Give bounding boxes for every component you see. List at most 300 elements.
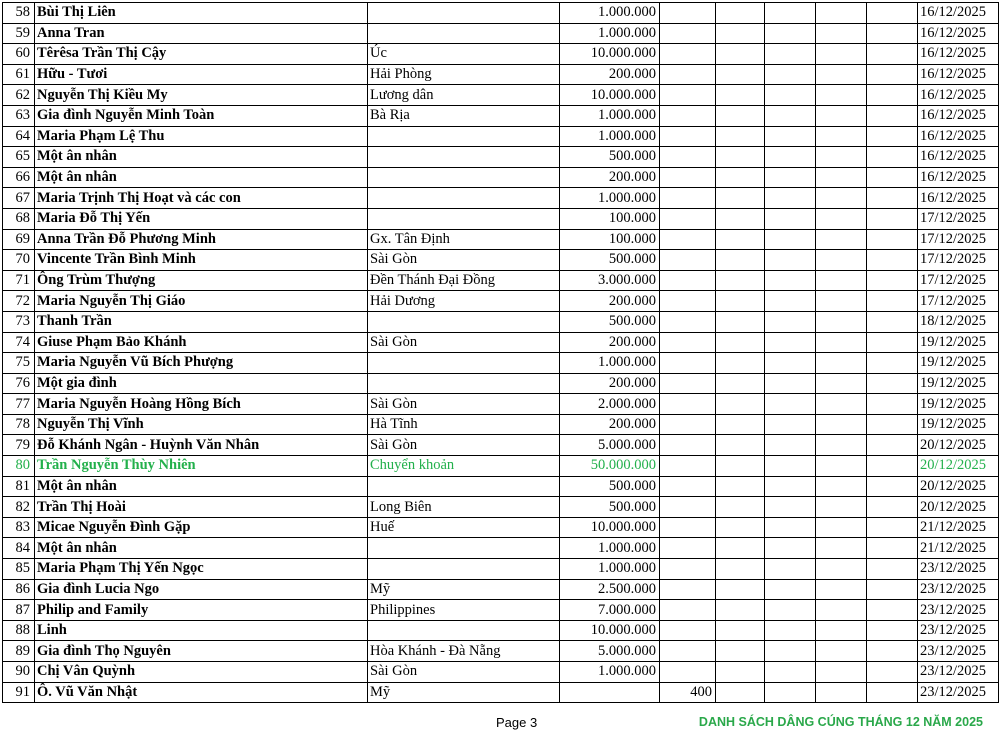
table-row — [3, 105, 999, 126]
empty-cell — [765, 559, 816, 580]
empty-cell — [716, 641, 765, 662]
empty-cell — [816, 147, 867, 168]
row-number: 73 — [3, 311, 35, 332]
empty-cell — [867, 126, 918, 147]
extra-amount: 400 — [660, 682, 716, 703]
donation-date: 19/12/2025 — [918, 414, 999, 435]
row-number: 81 — [3, 476, 35, 497]
empty-cell — [867, 167, 918, 188]
donor-name: Hữu - Tươi — [35, 64, 368, 85]
extra-amount — [660, 332, 716, 353]
donor-name: Anna Tran — [35, 23, 368, 44]
donor-place: Huế — [368, 517, 560, 538]
empty-cell — [716, 579, 765, 600]
empty-cell — [816, 517, 867, 538]
donation-date: 19/12/2025 — [918, 394, 999, 415]
empty-cell — [716, 373, 765, 394]
donor-name: Vincente Trần Bình Minh — [35, 250, 368, 271]
donation-amount: 100.000 — [560, 229, 660, 250]
empty-cell — [816, 291, 867, 312]
donor-name: Trần Nguyễn Thùy Nhiên — [35, 456, 368, 477]
donation-date: 20/12/2025 — [918, 456, 999, 477]
table-row — [3, 229, 999, 250]
donation-amount: 200.000 — [560, 64, 660, 85]
empty-cell — [716, 517, 765, 538]
table-row — [3, 147, 999, 168]
extra-amount — [660, 414, 716, 435]
empty-cell — [867, 229, 918, 250]
donor-name: Têrêsa Trần Thị Cậy — [35, 44, 368, 65]
row-number: 59 — [3, 23, 35, 44]
row-number: 91 — [3, 682, 35, 703]
empty-cell — [765, 476, 816, 497]
empty-cell — [716, 208, 765, 229]
donor-name: Ô. Vũ Văn Nhật — [35, 682, 368, 703]
donor-name: Philip and Family — [35, 600, 368, 621]
extra-amount — [660, 579, 716, 600]
empty-cell — [765, 373, 816, 394]
empty-cell — [716, 414, 765, 435]
empty-cell — [816, 414, 867, 435]
empty-cell — [765, 497, 816, 518]
row-number: 87 — [3, 600, 35, 621]
empty-cell — [816, 476, 867, 497]
empty-cell — [867, 332, 918, 353]
donor-name: Giuse Phạm Bảo Khánh — [35, 332, 368, 353]
empty-cell — [816, 44, 867, 65]
table-row — [3, 353, 999, 374]
empty-cell — [867, 538, 918, 559]
empty-cell — [765, 641, 816, 662]
empty-cell — [716, 538, 765, 559]
donation-sheet — [2, 2, 999, 703]
extra-amount — [660, 394, 716, 415]
page-number: Page 3 — [496, 715, 538, 730]
empty-cell — [765, 23, 816, 44]
donor-place — [368, 311, 560, 332]
donation-amount: 3.000.000 — [560, 270, 660, 291]
empty-cell — [765, 167, 816, 188]
donation-amount: 1.000.000 — [560, 538, 660, 559]
row-number: 69 — [3, 229, 35, 250]
empty-cell — [765, 620, 816, 641]
empty-cell — [867, 662, 918, 683]
donation-table — [2, 2, 999, 703]
table-row — [3, 641, 999, 662]
empty-cell — [867, 208, 918, 229]
extra-amount — [660, 208, 716, 229]
row-number: 86 — [3, 579, 35, 600]
row-number: 67 — [3, 188, 35, 209]
empty-cell — [765, 456, 816, 477]
donor-place: Hòa Khánh - Đà Nẵng — [368, 641, 560, 662]
empty-cell — [867, 682, 918, 703]
empty-cell — [765, 188, 816, 209]
empty-cell — [765, 332, 816, 353]
empty-cell — [716, 85, 765, 106]
empty-cell — [716, 167, 765, 188]
row-number: 66 — [3, 167, 35, 188]
table-row — [3, 456, 999, 477]
donation-date: 17/12/2025 — [918, 229, 999, 250]
empty-cell — [816, 126, 867, 147]
donor-name: Nguyễn Thị Vĩnh — [35, 414, 368, 435]
donation-amount: 500.000 — [560, 147, 660, 168]
extra-amount — [660, 353, 716, 374]
empty-cell — [867, 291, 918, 312]
extra-amount — [660, 85, 716, 106]
donor-place: Hải Dương — [368, 291, 560, 312]
extra-amount — [660, 3, 716, 24]
donation-amount: 100.000 — [560, 208, 660, 229]
donor-name: Gia đình Lucia Ngo — [35, 579, 368, 600]
empty-cell — [765, 311, 816, 332]
donation-amount: 10.000.000 — [560, 44, 660, 65]
extra-amount — [660, 435, 716, 456]
empty-cell — [765, 435, 816, 456]
row-number: 72 — [3, 291, 35, 312]
empty-cell — [867, 641, 918, 662]
donor-place — [368, 476, 560, 497]
table-row — [3, 600, 999, 621]
donor-place — [368, 3, 560, 24]
empty-cell — [816, 435, 867, 456]
extra-amount — [660, 373, 716, 394]
empty-cell — [816, 270, 867, 291]
empty-cell — [816, 85, 867, 106]
donation-date: 23/12/2025 — [918, 620, 999, 641]
donor-place — [368, 147, 560, 168]
donor-name: Thanh Trần — [35, 311, 368, 332]
donation-date: 16/12/2025 — [918, 105, 999, 126]
empty-cell — [816, 229, 867, 250]
donation-date: 23/12/2025 — [918, 641, 999, 662]
empty-cell — [765, 353, 816, 374]
donation-amount — [560, 682, 660, 703]
extra-amount — [660, 662, 716, 683]
donation-date: 17/12/2025 — [918, 291, 999, 312]
donor-name: Đỗ Khánh Ngân - Huỳnh Văn Nhân — [35, 435, 368, 456]
donor-name: Maria Trịnh Thị Hoạt và các con — [35, 188, 368, 209]
donor-place: Sài Gòn — [368, 250, 560, 271]
table-row — [3, 332, 999, 353]
extra-amount — [660, 517, 716, 538]
table-row — [3, 3, 999, 24]
empty-cell — [716, 3, 765, 24]
empty-cell — [867, 600, 918, 621]
extra-amount — [660, 311, 716, 332]
donor-name: Một ân nhân — [35, 147, 368, 168]
donor-place — [368, 208, 560, 229]
row-number: 90 — [3, 662, 35, 683]
donor-place: Mỹ — [368, 682, 560, 703]
empty-cell — [765, 270, 816, 291]
empty-cell — [716, 600, 765, 621]
empty-cell — [716, 270, 765, 291]
extra-amount — [660, 270, 716, 291]
donation-date: 20/12/2025 — [918, 435, 999, 456]
empty-cell — [716, 394, 765, 415]
extra-amount — [660, 188, 716, 209]
empty-cell — [716, 23, 765, 44]
donation-amount: 500.000 — [560, 476, 660, 497]
donor-place: Long Biên — [368, 497, 560, 518]
donor-name: Micae Nguyễn Đình Gặp — [35, 517, 368, 538]
empty-cell — [765, 250, 816, 271]
donor-place — [368, 620, 560, 641]
empty-cell — [867, 23, 918, 44]
donor-name: Gia đình Thọ Nguyên — [35, 641, 368, 662]
table-row — [3, 559, 999, 580]
extra-amount — [660, 497, 716, 518]
empty-cell — [816, 373, 867, 394]
empty-cell — [816, 250, 867, 271]
donor-name: Một ân nhân — [35, 167, 368, 188]
empty-cell — [816, 579, 867, 600]
donation-date: 16/12/2025 — [918, 167, 999, 188]
empty-cell — [867, 353, 918, 374]
row-number: 79 — [3, 435, 35, 456]
empty-cell — [867, 311, 918, 332]
empty-cell — [765, 85, 816, 106]
empty-cell — [716, 456, 765, 477]
table-row — [3, 662, 999, 683]
empty-cell — [816, 353, 867, 374]
donor-name: Nguyễn Thị Kiều My — [35, 85, 368, 106]
donation-amount: 5.000.000 — [560, 435, 660, 456]
empty-cell — [867, 105, 918, 126]
donation-date: 16/12/2025 — [918, 23, 999, 44]
empty-cell — [716, 353, 765, 374]
empty-cell — [867, 64, 918, 85]
donor-name: Maria Nguyễn Thị Giáo — [35, 291, 368, 312]
table-row — [3, 497, 999, 518]
donor-place: Gx. Tân Định — [368, 229, 560, 250]
donor-name: Một ân nhân — [35, 476, 368, 497]
extra-amount — [660, 641, 716, 662]
donation-date: 23/12/2025 — [918, 682, 999, 703]
row-number: 65 — [3, 147, 35, 168]
donor-place — [368, 167, 560, 188]
empty-cell — [867, 270, 918, 291]
extra-amount — [660, 126, 716, 147]
empty-cell — [765, 579, 816, 600]
donation-date: 23/12/2025 — [918, 600, 999, 621]
empty-cell — [867, 559, 918, 580]
empty-cell — [867, 188, 918, 209]
empty-cell — [816, 311, 867, 332]
table-row — [3, 208, 999, 229]
donor-name: Một gia đình — [35, 373, 368, 394]
donor-name: Trần Thị Hoài — [35, 497, 368, 518]
donor-name: Gia đình Nguyễn Minh Toàn — [35, 105, 368, 126]
extra-amount — [660, 105, 716, 126]
donation-date: 19/12/2025 — [918, 353, 999, 374]
empty-cell — [867, 435, 918, 456]
empty-cell — [867, 476, 918, 497]
empty-cell — [716, 682, 765, 703]
donation-date: 16/12/2025 — [918, 44, 999, 65]
extra-amount — [660, 229, 716, 250]
donation-date: 16/12/2025 — [918, 3, 999, 24]
table-row — [3, 44, 999, 65]
empty-cell — [716, 188, 765, 209]
row-number: 61 — [3, 64, 35, 85]
empty-cell — [816, 167, 867, 188]
row-number: 70 — [3, 250, 35, 271]
table-row — [3, 64, 999, 85]
donation-amount: 10.000.000 — [560, 85, 660, 106]
donor-place — [368, 373, 560, 394]
row-number: 71 — [3, 270, 35, 291]
empty-cell — [716, 147, 765, 168]
table-row — [3, 167, 999, 188]
donor-place: Lương dân — [368, 85, 560, 106]
donor-place: Sài Gòn — [368, 332, 560, 353]
empty-cell — [816, 456, 867, 477]
donation-date: 23/12/2025 — [918, 662, 999, 683]
row-number: 58 — [3, 3, 35, 24]
donation-amount: 2.000.000 — [560, 394, 660, 415]
extra-amount — [660, 456, 716, 477]
donation-amount: 50.000.000 — [560, 456, 660, 477]
donation-amount: 500.000 — [560, 497, 660, 518]
empty-cell — [765, 44, 816, 65]
table-body — [3, 3, 999, 703]
extra-amount — [660, 167, 716, 188]
empty-cell — [716, 229, 765, 250]
table-row — [3, 394, 999, 415]
empty-cell — [816, 188, 867, 209]
extra-amount — [660, 600, 716, 621]
donation-amount: 10.000.000 — [560, 620, 660, 641]
donor-place — [368, 126, 560, 147]
donation-date: 16/12/2025 — [918, 126, 999, 147]
donor-place: Philippines — [368, 600, 560, 621]
donation-amount: 2.500.000 — [560, 579, 660, 600]
donation-amount: 1.000.000 — [560, 3, 660, 24]
row-number: 77 — [3, 394, 35, 415]
empty-cell — [716, 311, 765, 332]
donor-name: Anna Trần Đỗ Phương Minh — [35, 229, 368, 250]
donation-date: 20/12/2025 — [918, 497, 999, 518]
donor-place — [368, 23, 560, 44]
donation-date: 17/12/2025 — [918, 250, 999, 271]
row-number: 60 — [3, 44, 35, 65]
donor-name: Maria Đỗ Thị Yến — [35, 208, 368, 229]
donation-amount: 7.000.000 — [560, 600, 660, 621]
donor-place: Úc — [368, 44, 560, 65]
donation-date: 16/12/2025 — [918, 64, 999, 85]
donor-place — [368, 538, 560, 559]
extra-amount — [660, 559, 716, 580]
row-number: 84 — [3, 538, 35, 559]
row-number: 68 — [3, 208, 35, 229]
donor-place: Sài Gòn — [368, 662, 560, 683]
empty-cell — [765, 414, 816, 435]
table-row — [3, 620, 999, 641]
table-row — [3, 311, 999, 332]
donation-date: 16/12/2025 — [918, 85, 999, 106]
empty-cell — [816, 105, 867, 126]
donor-place — [368, 188, 560, 209]
empty-cell — [816, 662, 867, 683]
empty-cell — [816, 559, 867, 580]
empty-cell — [765, 682, 816, 703]
row-number: 74 — [3, 332, 35, 353]
empty-cell — [765, 64, 816, 85]
table-row — [3, 270, 999, 291]
empty-cell — [816, 23, 867, 44]
donation-date: 20/12/2025 — [918, 476, 999, 497]
empty-cell — [867, 497, 918, 518]
donor-name: Maria Phạm Lệ Thu — [35, 126, 368, 147]
empty-cell — [816, 682, 867, 703]
donation-amount: 200.000 — [560, 373, 660, 394]
empty-cell — [867, 250, 918, 271]
donor-name: Bùi Thị Liên — [35, 3, 368, 24]
table-row — [3, 85, 999, 106]
donor-name: Linh — [35, 620, 368, 641]
empty-cell — [716, 662, 765, 683]
row-number: 83 — [3, 517, 35, 538]
table-row — [3, 126, 999, 147]
donation-date: 16/12/2025 — [918, 147, 999, 168]
empty-cell — [765, 600, 816, 621]
donor-name: Ông Trùm Thượng — [35, 270, 368, 291]
donation-date: 23/12/2025 — [918, 559, 999, 580]
empty-cell — [816, 641, 867, 662]
table-row — [3, 682, 999, 703]
empty-cell — [716, 620, 765, 641]
empty-cell — [716, 497, 765, 518]
donor-place — [368, 559, 560, 580]
donation-date: 18/12/2025 — [918, 311, 999, 332]
donor-place: Hà Tĩnh — [368, 414, 560, 435]
donation-amount: 1.000.000 — [560, 662, 660, 683]
donor-name: Maria Nguyễn Vũ Bích Phượng — [35, 353, 368, 374]
empty-cell — [716, 435, 765, 456]
empty-cell — [816, 208, 867, 229]
row-number: 62 — [3, 85, 35, 106]
table-row — [3, 373, 999, 394]
empty-cell — [816, 64, 867, 85]
donation-amount: 1.000.000 — [560, 353, 660, 374]
empty-cell — [765, 208, 816, 229]
empty-cell — [867, 517, 918, 538]
table-row — [3, 250, 999, 271]
empty-cell — [716, 64, 765, 85]
donor-place: Sài Gòn — [368, 394, 560, 415]
row-number: 82 — [3, 497, 35, 518]
extra-amount — [660, 23, 716, 44]
donation-amount: 1.000.000 — [560, 23, 660, 44]
row-number: 78 — [3, 414, 35, 435]
empty-cell — [716, 126, 765, 147]
donor-place: Chuyển khoản — [368, 456, 560, 477]
empty-cell — [716, 559, 765, 580]
table-row — [3, 23, 999, 44]
extra-amount — [660, 291, 716, 312]
donor-place: Sài Gòn — [368, 435, 560, 456]
empty-cell — [816, 394, 867, 415]
donor-place: Đền Thánh Đại Đồng — [368, 270, 560, 291]
donation-date: 21/12/2025 — [918, 538, 999, 559]
empty-cell — [765, 3, 816, 24]
row-number: 75 — [3, 353, 35, 374]
donor-place — [368, 353, 560, 374]
donation-amount: 5.000.000 — [560, 641, 660, 662]
